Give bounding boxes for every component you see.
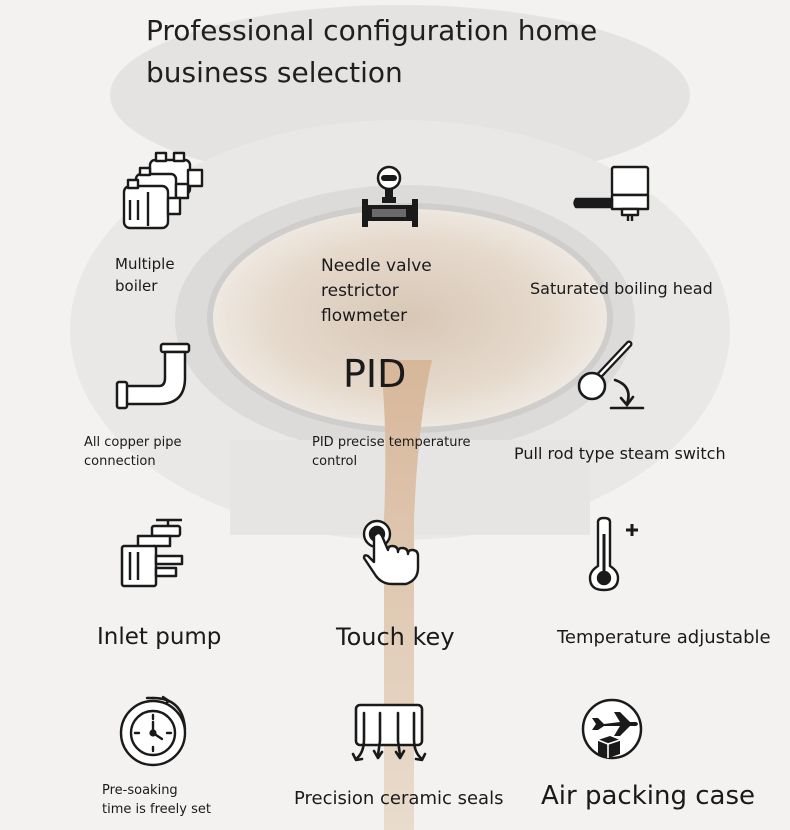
- seal-flow-icon: [352, 703, 426, 765]
- steam-lever-icon: [575, 342, 650, 414]
- heading-line-2: business selection: [146, 56, 403, 89]
- label-ceramic-seals: Precision ceramic seals: [294, 788, 504, 809]
- label-multiple-boiler: Multiple boiler: [115, 255, 175, 295]
- finger-touch-icon: [362, 518, 422, 588]
- label-copper-pipe: All copper pipe connection: [84, 435, 182, 469]
- thermometer-plus-icon: [588, 516, 640, 592]
- water-pump-icon: [118, 518, 188, 590]
- label-saturated-head: Saturated boiling head: [530, 279, 713, 298]
- label-inlet-pump: Inlet pump: [97, 624, 222, 650]
- label-temperature: Temperature adjustable: [557, 627, 771, 648]
- label-steam-switch: Pull rod type steam switch: [514, 444, 726, 463]
- label-air-packing: Air packing case: [541, 781, 755, 811]
- timer-icon: [117, 695, 189, 767]
- label-touch-key: Touch key: [336, 623, 455, 651]
- pid-title: PID: [343, 352, 407, 396]
- label-pid: PID precise temperature control: [312, 435, 471, 469]
- page-heading: [146, 10, 666, 94]
- heading-line-1: Professional configuration home: [146, 14, 598, 47]
- label-pre-soaking: Pre-soaking time is freely set: [102, 783, 211, 817]
- flowmeter-gauge-icon: [360, 165, 420, 235]
- boilers-icon: [118, 150, 218, 240]
- brew-head-icon: [572, 165, 652, 225]
- airplane-box-icon: [580, 696, 644, 762]
- elbow-pipe-icon: [115, 342, 195, 414]
- label-needle-valve: Needle valve restrictor flowmeter: [321, 256, 432, 326]
